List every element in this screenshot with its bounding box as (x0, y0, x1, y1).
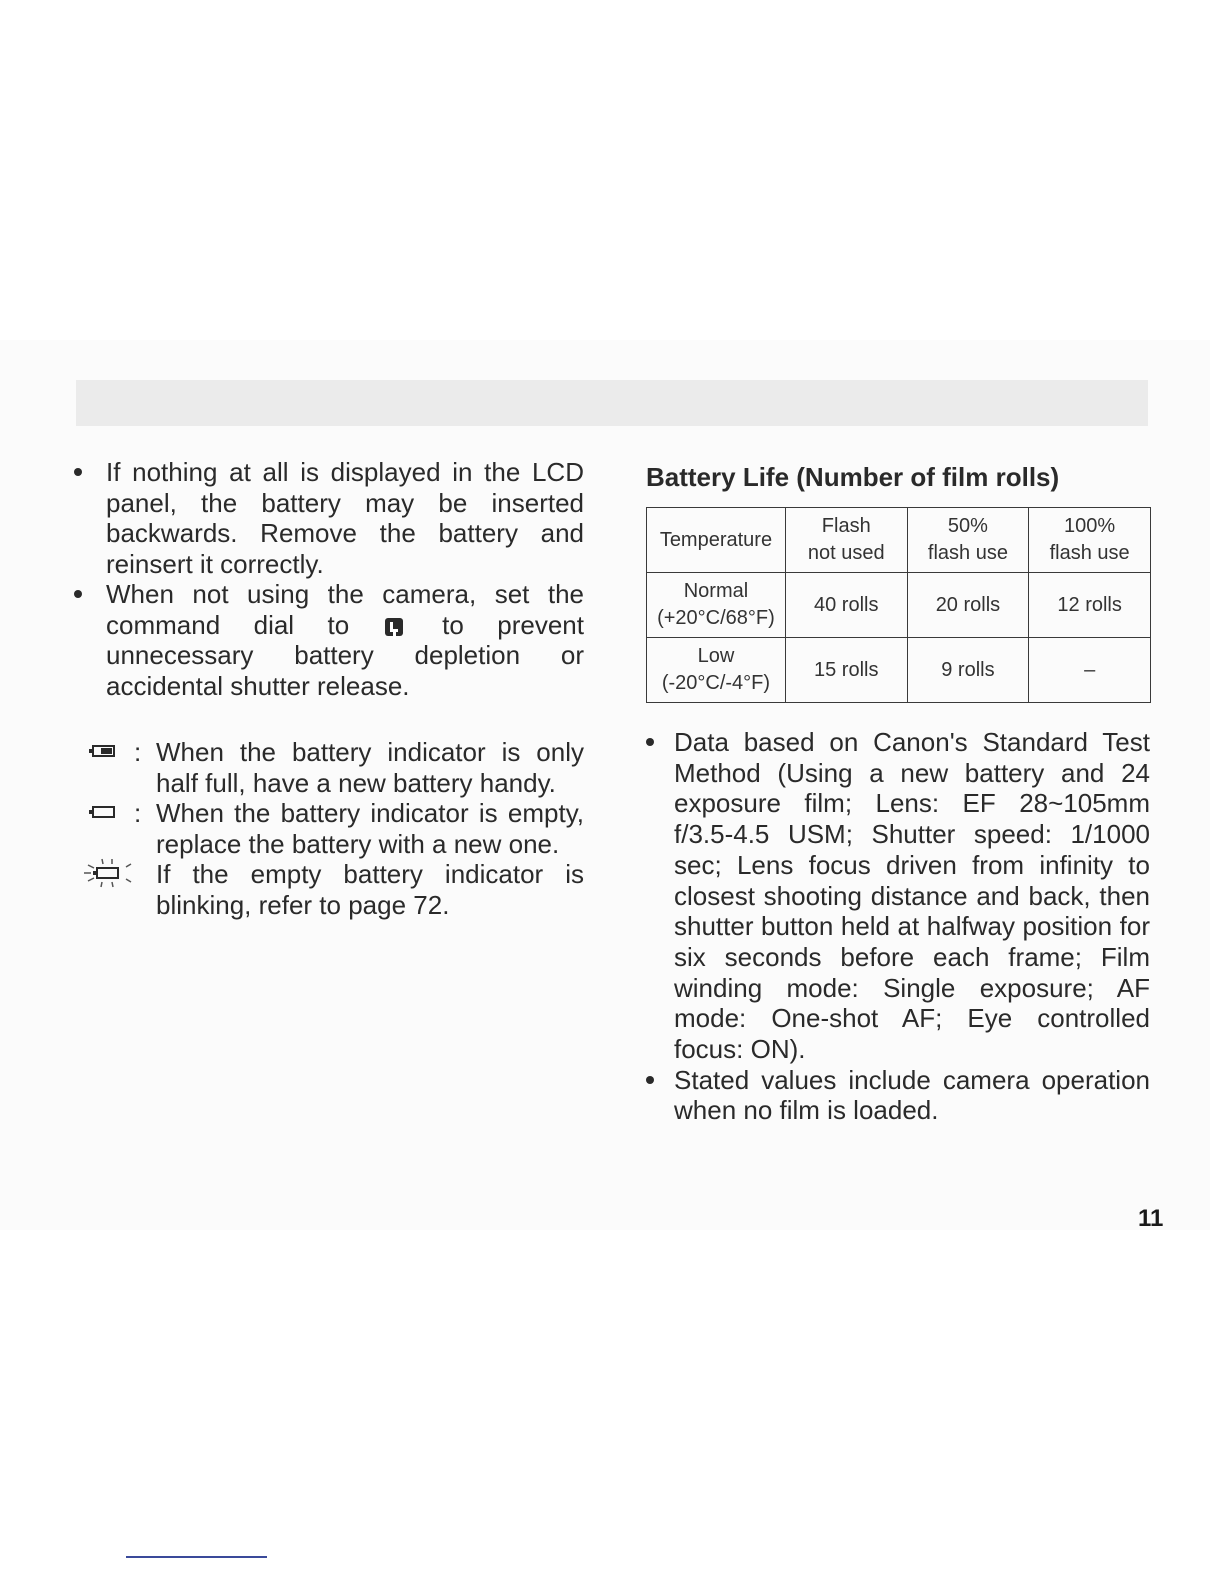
indicator-text: When the battery indicator is empty, replace the battery with a new one. (156, 798, 584, 859)
bullet-dot (646, 1076, 654, 1084)
notes-list (646, 727, 1150, 1126)
table-row-label: Normal (+20°C/68°F) (647, 573, 786, 638)
bullet-dot (74, 468, 82, 476)
table-cell: – (1029, 638, 1151, 703)
table-cell: 40 rolls (785, 573, 907, 638)
indicator-row (84, 859, 584, 920)
battery-blinking-icon (76, 855, 138, 889)
left-column (74, 457, 584, 701)
section-title: Battery Life (Number of film rolls) (646, 462, 1060, 492)
table-row-label: Low (-20°C/-4°F) (647, 638, 786, 703)
bullet-text: If nothing at all is displayed in the LCD panel, the battery may be inserted backwards. Remove the battery and reinsert it correctly. (106, 457, 584, 579)
indicator-text: When the battery indicator is only half full, have a new battery handy. (156, 737, 584, 798)
table-header-cell: Temperature (647, 508, 786, 573)
note-text: Stated values include camera operation when no film is loaded. (674, 1064, 1150, 1126)
bullet-dot (74, 590, 82, 598)
table-header-row (647, 508, 1151, 573)
indicator-colon: : (134, 798, 142, 828)
table-cell: 9 rolls (907, 638, 1029, 703)
lock-mode-icon (385, 618, 403, 636)
section-header-bar (76, 380, 1148, 426)
page-number: 11 (1138, 1205, 1164, 1232)
bullet-text-end: to prevent unnecessary battery depletion or accidental shutter release. (106, 609, 584, 701)
bullet-dot (646, 738, 654, 746)
indicator-text: If the empty battery indicator is blinking, refer to page 72. (156, 859, 584, 920)
battery-half-icon (88, 743, 116, 759)
bullet-text-start: When not using the camera, set the command dial to (106, 579, 584, 640)
battery-life-table (646, 507, 1151, 703)
indicator-colon: : (134, 737, 142, 767)
bullet-item (74, 457, 584, 579)
battery-empty-icon (88, 804, 116, 820)
bullet-item (74, 579, 584, 701)
note-item (646, 1065, 1150, 1126)
indicator-row (84, 737, 584, 798)
table-cell: 12 rolls (1029, 573, 1151, 638)
table-header-cell: Flash not used (785, 508, 907, 573)
note-item (646, 727, 1150, 1065)
table-row (647, 573, 1151, 638)
indicator-row (84, 798, 584, 859)
table-row (647, 638, 1151, 703)
right-column (646, 460, 1150, 1126)
table-cell: 15 rolls (785, 638, 907, 703)
table-cell: 20 rolls (907, 573, 1029, 638)
table-header-cell: 100% flash use (1029, 508, 1151, 573)
note-text: Data based on Canon's Standard Test Method (Using a new battery and 24 exposure film; Lens: EF 28~105mm f/3.5-4.5 USM; Shutter speed: 1/1000 sec; Lens focus driven from infinity to closest shooting distance and back, then shutter button held at halfway position for six seconds before each frame; Film winding mode: Single exposure; AF mode: One-shot AF; Eye controlled focus: ON). (674, 727, 1150, 1065)
battery-indicator-list (84, 737, 584, 920)
footer-rule (126, 1556, 267, 1558)
table-header-cell: 50% flash use (907, 508, 1029, 573)
